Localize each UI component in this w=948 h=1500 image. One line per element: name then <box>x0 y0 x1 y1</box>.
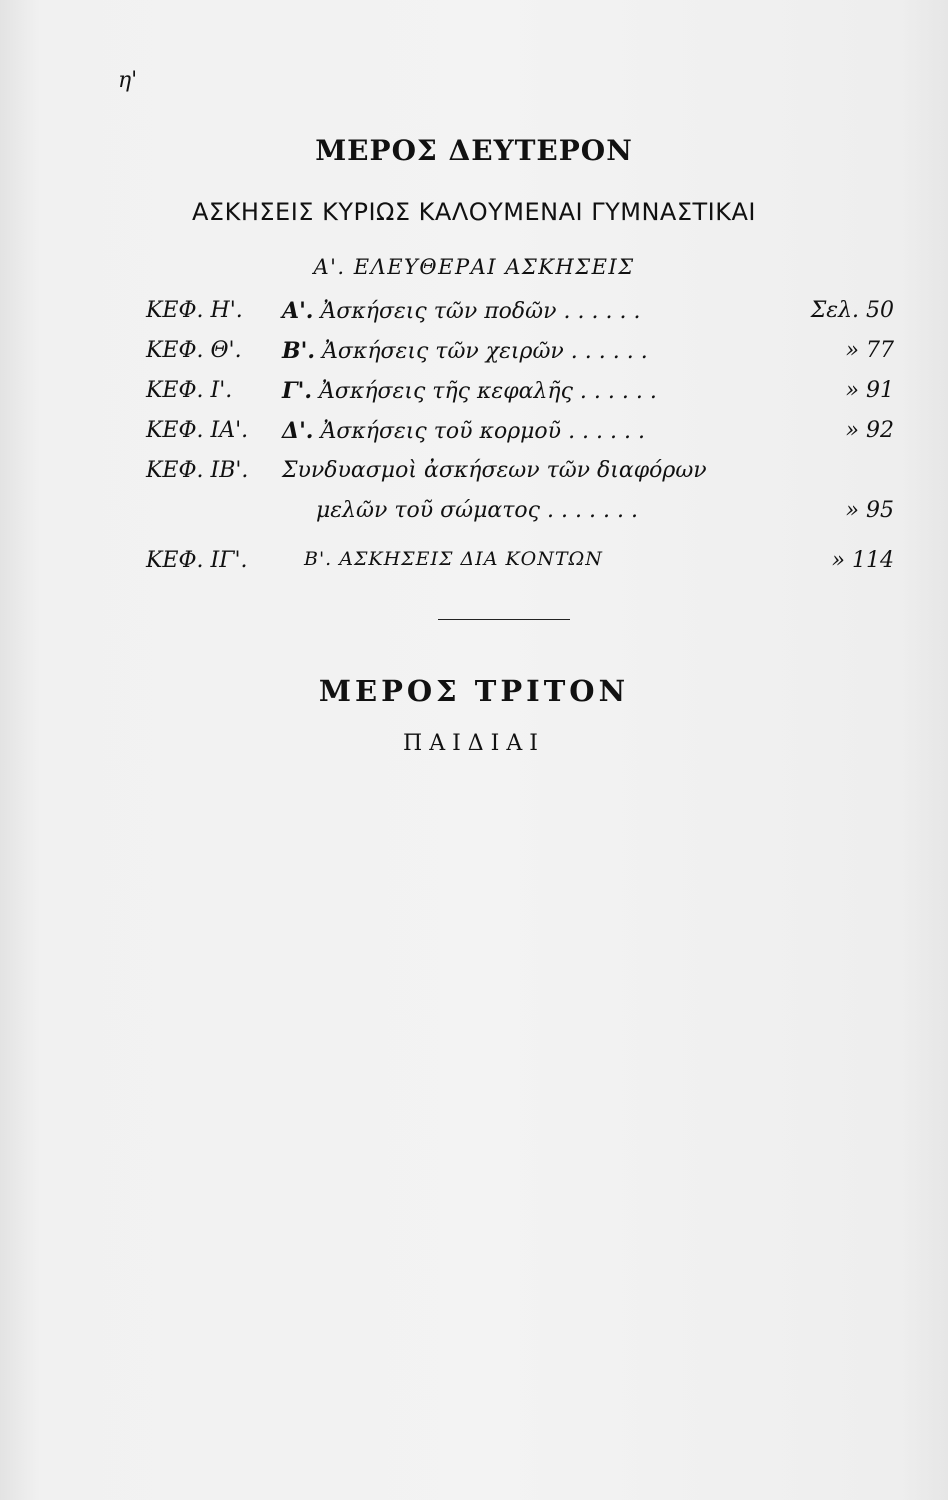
page-reference: Σελ. 50 <box>810 298 894 323</box>
leader-dots: ...... <box>563 299 648 324</box>
page-reference: » 114 <box>831 548 894 573</box>
leader-dots: ....... <box>547 498 645 523</box>
entry-title: Συνδυασμοὶ ἀσκήσεων τῶν διαφόρων <box>282 458 707 483</box>
page-reference: » 91 <box>845 378 894 403</box>
part-two-title: ΜΕΡΟΣ ΔΕΥΤΕΡΟΝ <box>315 134 633 167</box>
toc-entry <box>146 458 894 498</box>
entry-title: Ἀσκήσεις τοῦ κορμοῦ <box>320 419 562 444</box>
chapter-number: ΚΕΦ. ΙΓ'. <box>146 548 248 573</box>
page-reference: » 77 <box>845 338 894 363</box>
toc-entry <box>146 418 894 458</box>
toc-entry <box>146 338 894 378</box>
entry-letter: Β'. <box>282 338 315 364</box>
part-three-title: ΜΕΡΟΣ ΤΡΙΤΟΝ <box>318 674 630 708</box>
chapter-number: ΚΕΦ. Θ'. <box>146 338 242 363</box>
section-divider <box>438 619 570 620</box>
leader-dots: ...... <box>579 379 664 404</box>
toc-entry-continuation <box>146 498 894 538</box>
chapter-number: ΚΕΦ. Ι'. <box>146 378 233 403</box>
entry-letter: Δ'. <box>282 418 314 444</box>
toc-entry <box>146 378 894 418</box>
section-heading: Α'. ΕΛΕΥΘΕΡΑΙ ΑΣΚΗΣΕΙΣ <box>313 255 635 279</box>
chapter-number: ΚΕΦ. ΙΑ'. <box>146 418 249 443</box>
leader-dots: ...... <box>570 339 655 364</box>
entry-text <box>316 498 645 523</box>
page-reference: » 95 <box>845 498 894 523</box>
part-three-subtitle: ΠΑΙΔΙΑΙ <box>403 731 545 756</box>
part-two-subtitle: ΑΣΚΗΣΕΙΣ ΚΥΡΙΩΣ ΚΑΛΟΥΜΕΝΑΙ ΓΥΜΝΑΣΤΙΚΑΙ <box>192 198 756 226</box>
chapter-number: ΚΕΦ. Η'. <box>146 298 243 323</box>
entry-title: Ἀσκήσεις τῆς κεφαλῆς <box>319 379 573 404</box>
entry-title: Ἀσκήσεις τῶν χειρῶν <box>322 339 564 364</box>
entry-text <box>282 418 652 444</box>
leader-dots: ...... <box>568 419 653 444</box>
entry-letter: Α'. <box>282 298 314 324</box>
entry-text <box>282 378 664 404</box>
page-reference: » 92 <box>845 418 894 443</box>
entry-letter: Γ'. <box>282 378 313 404</box>
toc-entry <box>146 548 894 588</box>
entry-title: Ἀσκήσεις τῶν ποδῶν <box>320 299 557 324</box>
entry-text <box>282 338 655 364</box>
chapter-number: ΚΕΦ. ΙΒ'. <box>146 458 249 483</box>
entry-title: μελῶν τοῦ σώματος <box>316 498 540 523</box>
page-number: η' <box>118 68 138 93</box>
entry-text <box>282 298 647 324</box>
toc-entry <box>146 298 894 338</box>
entry-title: Β'. ΑΣΚΗΣΕΙΣ ΔΙΑ ΚΟΝΤΩΝ <box>304 548 603 570</box>
